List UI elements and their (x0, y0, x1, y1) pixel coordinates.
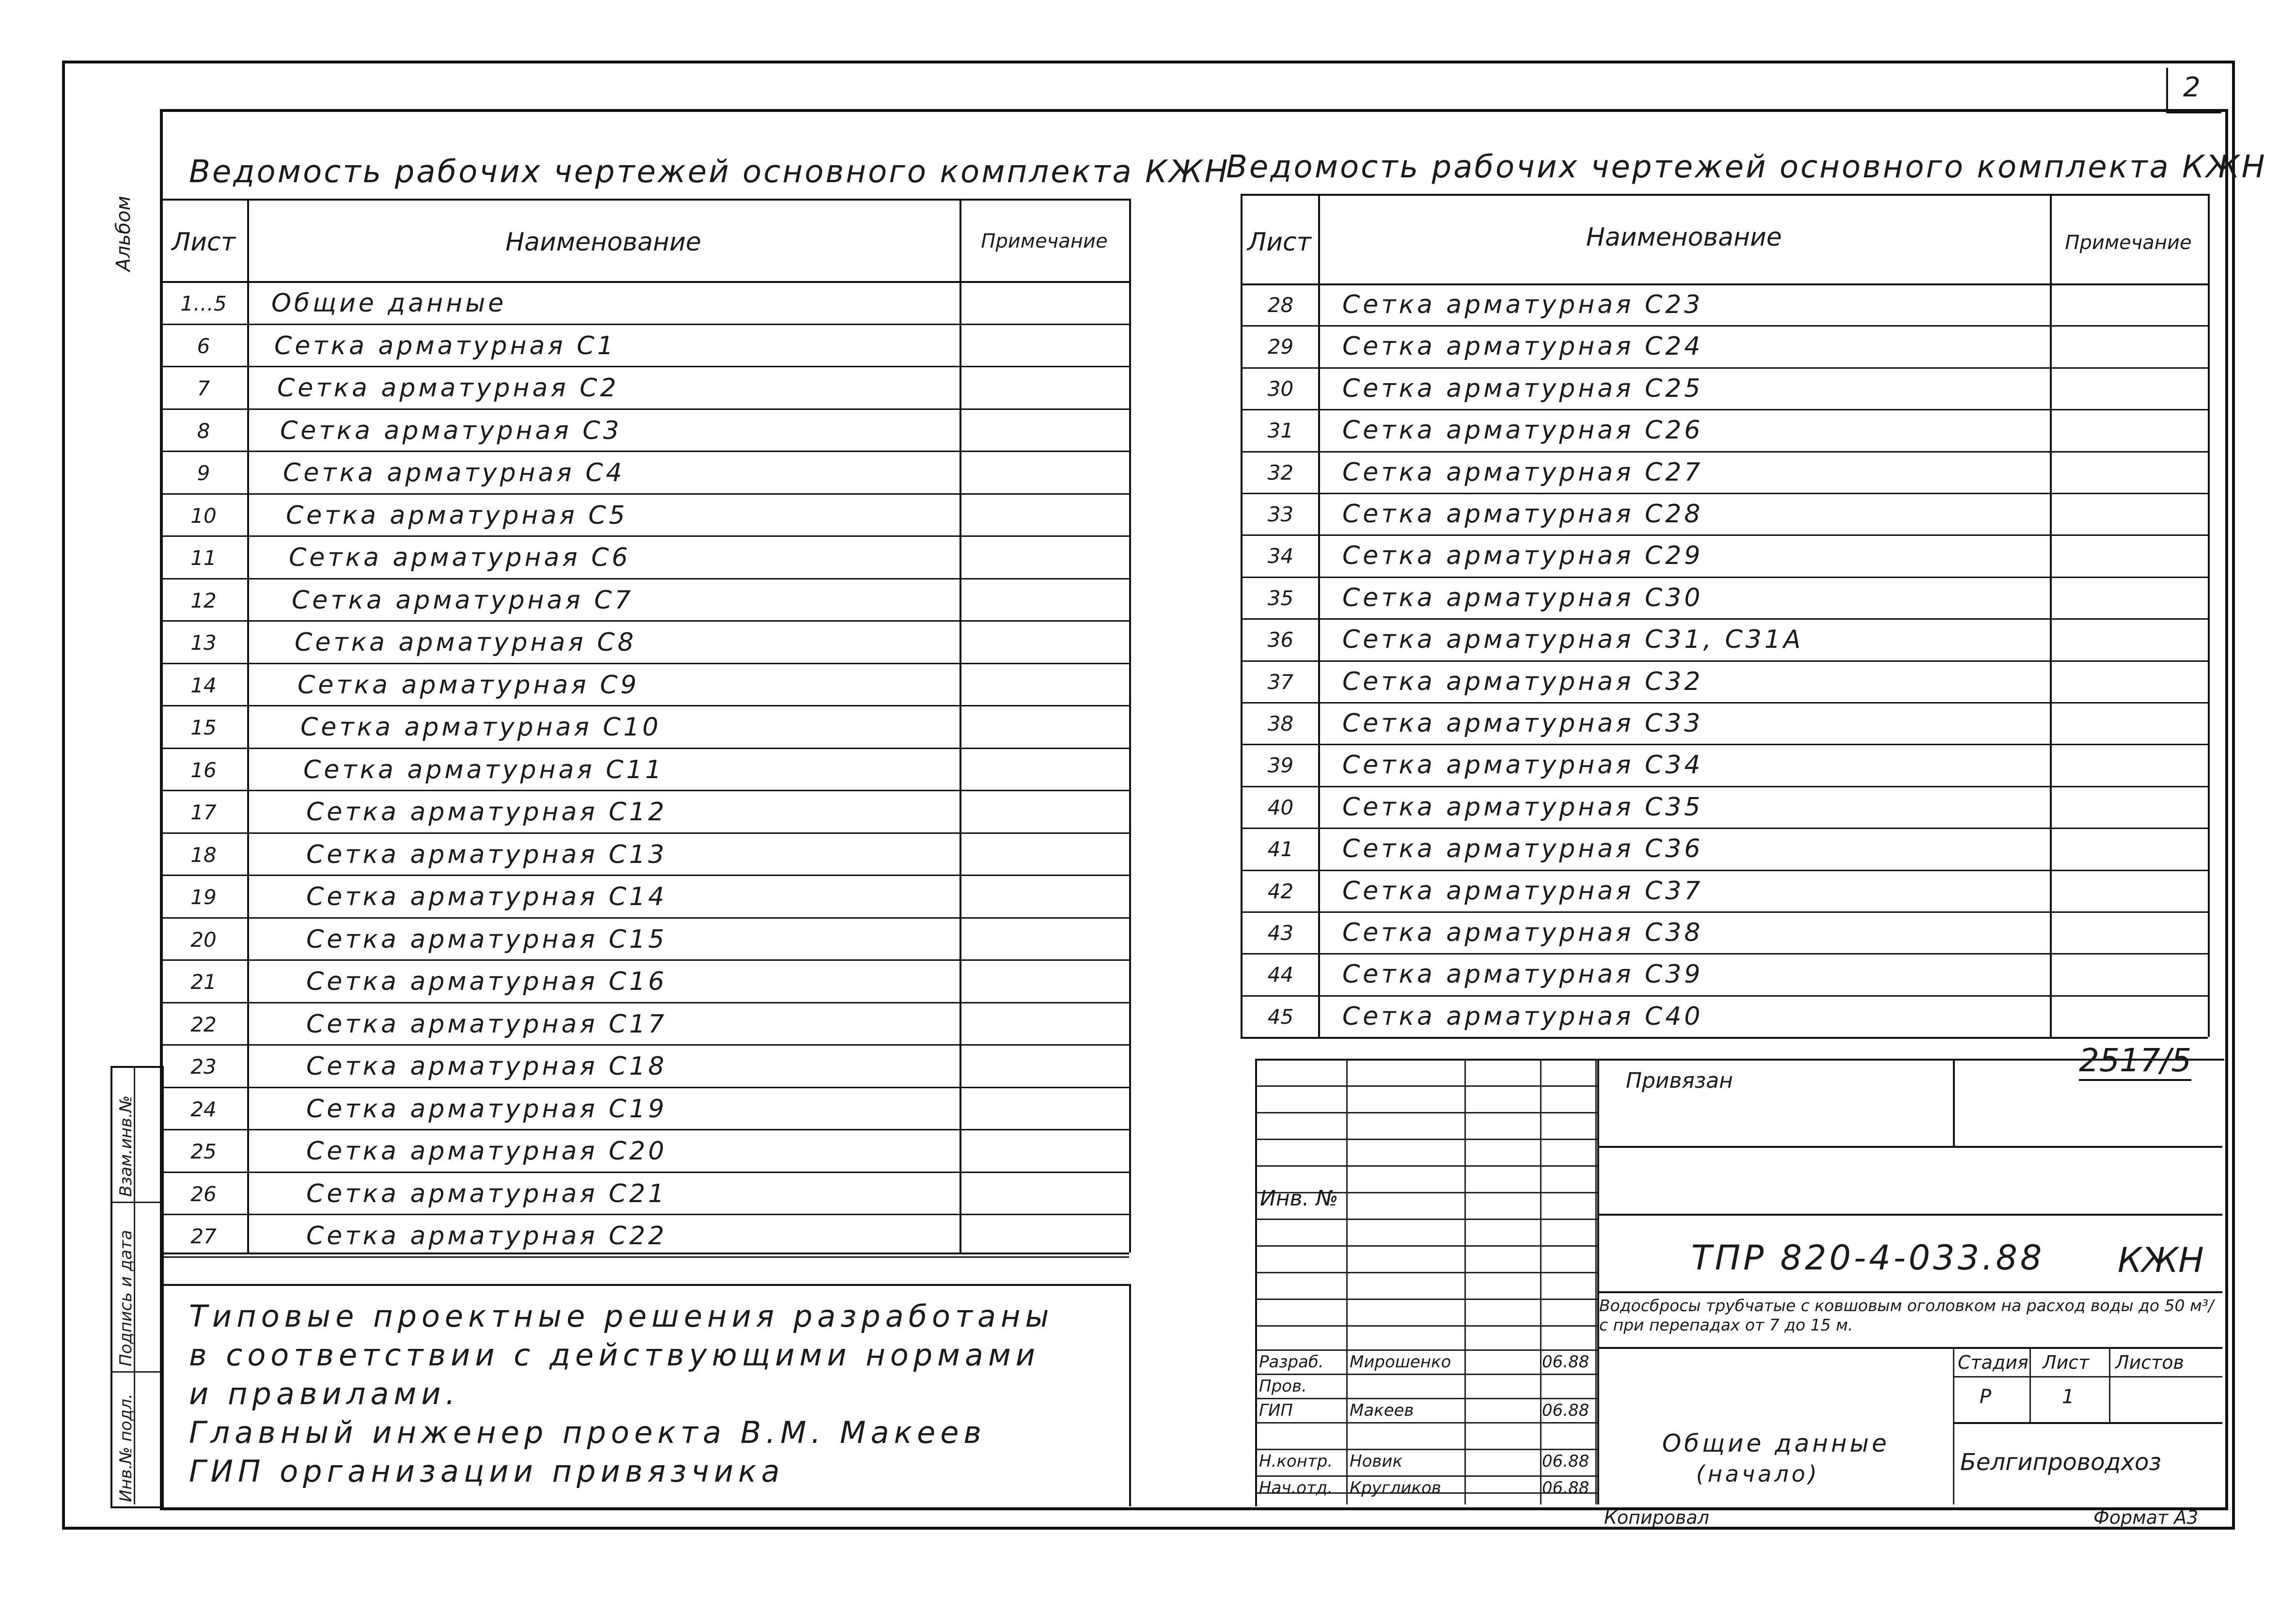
right-header-sheet: Лист (1247, 228, 1311, 257)
left-row-line (160, 578, 1129, 579)
left-row-line (160, 408, 1129, 410)
right-header-note: Примечание (2065, 232, 2192, 254)
table-row-name: Сетка арматурная С34 (1342, 751, 1703, 780)
table-row-name: Сетка арматурная С26 (1342, 416, 1703, 445)
table-row-name: Сетка арматурная С35 (1342, 792, 1703, 822)
stage-sep-2 (2109, 1347, 2110, 1422)
table-row-name: Сетка арматурная С28 (1342, 500, 1703, 529)
table-row-sheet: 42 (1267, 879, 1294, 903)
right-row-line (1241, 325, 2208, 327)
table-row-name: Сетка арматурная С31, С31А (1342, 625, 1804, 655)
table-row-name: Сетка арматурная С14 (306, 882, 667, 911)
tb-grid-line (1255, 1272, 1597, 1273)
privyazan-sep (1953, 1059, 1955, 1146)
right-row-line (1241, 451, 2208, 453)
table-row-name: Сетка арматурная С4 (283, 458, 625, 487)
right-row-line (1241, 493, 2208, 494)
table-row-sheet: 14 (190, 673, 217, 697)
table-row-name: Сетка арматурная С3 (280, 416, 622, 445)
left-row-line (160, 1256, 1129, 1258)
right-row-line (1241, 409, 2208, 410)
table-row-sheet: 17 (190, 800, 217, 824)
side-album-label: Альбом (112, 196, 135, 271)
table-row-sheet: 19 (190, 885, 217, 909)
right-row-line (1241, 995, 2208, 997)
privyazan-bottom (1597, 1146, 2222, 1148)
table-row-name: Сетка арматурная С22 (306, 1221, 667, 1251)
left-header-note: Примечание (981, 230, 1108, 252)
stage-sep-0 (1953, 1347, 1954, 1504)
table-row-name: Сетка арматурная С37 (1342, 876, 1703, 906)
table-row-name: Сетка арматурная С25 (1342, 374, 1703, 403)
left-table-top (160, 199, 1129, 201)
right-header-name: Наименование (1586, 223, 1782, 252)
table-row-name: Сетка арматурная С16 (306, 967, 667, 996)
side-stamp-row-line (110, 1371, 160, 1373)
table-row-sheet: 21 (190, 970, 217, 994)
sheet-title-1: Общие данные (1662, 1429, 1890, 1457)
table-row-name: Сетка арматурная С39 (1342, 960, 1703, 989)
table-row-sheet: 38 (1267, 712, 1294, 736)
left-row-line (160, 832, 1129, 834)
tb-grid-line (1255, 1422, 1597, 1424)
code-row-top (1597, 1214, 2222, 1216)
table-row-name: Сетка арматурная С17 (306, 1009, 667, 1039)
stage-value: Р (1980, 1386, 1992, 1408)
table-row-name: Сетка арматурная С36 (1342, 834, 1703, 864)
table-row-sheet: 25 (190, 1140, 217, 1163)
table-row-sheet: 7 (197, 376, 210, 400)
right-table-left (1241, 194, 1242, 1037)
left-header-bottom (160, 281, 1129, 283)
table-row-sheet: 22 (190, 1012, 217, 1036)
signer-name: Мирошенко (1350, 1352, 1451, 1372)
note-line-1: Типовые проектные решения разработаны (189, 1299, 1054, 1334)
stage-label: Стадия (1958, 1352, 2029, 1373)
table-row-sheet: 30 (1267, 376, 1294, 401)
tb-grid-line (1255, 1165, 1597, 1167)
left-table-title: Ведомость рабочих чертежей основного комплекта КЖН (189, 154, 1230, 190)
table-row-sheet: 45 (1267, 1004, 1294, 1029)
organization: Белгипроводхоз (1960, 1449, 2161, 1476)
table-row-sheet: 13 (190, 631, 217, 655)
right-row-line (1241, 828, 2208, 829)
right-col-sep-1 (1318, 194, 1320, 1037)
description-bottom (1597, 1347, 2222, 1349)
code-row-bottom (1597, 1291, 2222, 1293)
left-row-line (160, 1172, 1129, 1173)
right-table-title: Ведомость рабочих чертежей основного комплекта КЖН (1226, 149, 2267, 185)
left-row-line (160, 1002, 1129, 1003)
signer-date: 06.88 (1542, 1478, 1589, 1498)
right-col-sep-2 (2050, 194, 2052, 1037)
description-text: Водосбросы трубчатые с ковшовым оголовком на расход воды до 50 м³/с при перепадах от 7 до 15 м. (1599, 1296, 2214, 1334)
sheet-label: Лист (2043, 1352, 2090, 1373)
tb-grid-line (1255, 1374, 1597, 1375)
left-row-line (160, 1214, 1129, 1215)
left-col-sep-2 (959, 199, 961, 1252)
signer-name: Кругликов (1350, 1478, 1441, 1498)
code-text: ТПР 820-4-033.88 (1691, 1238, 2045, 1278)
table-row-name: Сетка арматурная С8 (295, 628, 637, 657)
side-stamp-label-vzam: Взам.инв.№ (116, 1095, 136, 1197)
tb-grid-line (1255, 1349, 1597, 1351)
table-row-sheet: 32 (1267, 460, 1294, 485)
inv-no-label: Инв. № (1260, 1186, 1338, 1211)
table-row-name: Сетка арматурная С21 (306, 1179, 667, 1208)
table-row-name: Сетка арматурная С27 (1342, 457, 1703, 487)
table-row-name: Сетка арматурная С20 (306, 1137, 667, 1166)
left-row-line (160, 451, 1129, 452)
table-row-sheet: 40 (1267, 795, 1294, 819)
table-row-name: Сетка арматурная С29 (1342, 541, 1703, 571)
table-row-name: Сетка арматурная С33 (1342, 709, 1703, 738)
tb-grid-line (1255, 1112, 1597, 1113)
signer-name: Макеев (1350, 1401, 1414, 1420)
table-row-name: Сетка арматурная С40 (1342, 1002, 1703, 1031)
table-row-name: Сетка арматурная С32 (1342, 667, 1703, 696)
table-row-sheet: 37 (1267, 670, 1294, 694)
tb-grid-line (1255, 1139, 1597, 1140)
tb-col-3 (1540, 1059, 1541, 1504)
right-row-line (1241, 953, 2208, 955)
table-row-sheet: 11 (190, 546, 217, 570)
right-header-bottom (1241, 283, 2208, 285)
left-row-line (160, 535, 1129, 537)
table-row-sheet: 27 (190, 1224, 217, 1248)
table-row-sheet: 44 (1267, 963, 1294, 987)
project-number: 2517/5 (2079, 1042, 2191, 1081)
table-row-name: Сетка арматурная С6 (289, 543, 631, 572)
table-row-name: Сетка арматурная С12 (306, 798, 667, 827)
table-row-sheet: 39 (1267, 753, 1294, 778)
tb-grid-line (1255, 1299, 1597, 1300)
tb-grid-line (1255, 1245, 1597, 1247)
table-row-sheet: 16 (190, 758, 217, 782)
table-row-sheet: 28 (1267, 293, 1294, 317)
tb-col-4 (1595, 1059, 1597, 1504)
left-row-line (160, 493, 1129, 495)
note-line-3: и правилами. (189, 1376, 460, 1411)
tb-grid-line (1255, 1219, 1597, 1220)
table-row-name: Сетка арматурная С30 (1342, 583, 1703, 612)
table-row-sheet: 29 (1267, 335, 1294, 359)
table-row-name: Сетка арматурная С11 (303, 755, 664, 784)
table-row-sheet: 12 (190, 588, 217, 612)
side-stamp-label-inv: Инв.№ подл. (116, 1393, 136, 1502)
table-row-name: Сетка арматурная С10 (300, 713, 661, 742)
right-row-line (1241, 577, 2208, 578)
side-stamp-row-line (110, 1202, 160, 1203)
table-row-sheet: 15 (190, 716, 217, 739)
stage-bottom (1953, 1422, 2222, 1424)
right-row-line (1241, 744, 2208, 745)
right-row-line (1241, 367, 2208, 369)
signer-role: ГИП (1259, 1401, 1293, 1420)
tb-grid-line (1255, 1325, 1597, 1327)
left-table-bottom (160, 1252, 1129, 1254)
table-row-name: Сетка арматурная С38 (1342, 918, 1703, 947)
privyazan-label: Привязан (1626, 1068, 1733, 1093)
left-col-sep-1 (247, 199, 249, 1252)
sheet-value: 1 (2062, 1386, 2075, 1408)
tb-col-1 (1346, 1059, 1348, 1504)
table-row-name: Сетка арматурная С24 (1342, 332, 1703, 361)
tb-grid-line (1255, 1398, 1597, 1399)
stage-header-line (1953, 1376, 2222, 1377)
table-row-sheet: 36 (1267, 628, 1294, 652)
right-row-line (1241, 618, 2208, 620)
left-header-name: Наименование (505, 228, 702, 257)
table-row-sheet: 33 (1267, 502, 1294, 526)
sheet-number: 2 (2183, 72, 2201, 103)
table-row-name: Сетка арматурная С23 (1342, 290, 1703, 319)
stage-sep-1 (2029, 1347, 2031, 1422)
signer-role: Нач.отд. (1259, 1478, 1333, 1498)
table-row-sheet: 8 (197, 419, 210, 443)
copied-label: Копировал (1604, 1507, 1710, 1528)
tb-grid-line (1255, 1475, 1597, 1477)
table-row-name: Сетка арматурная С9 (298, 670, 640, 700)
sheet-title-2: (начало) (1696, 1461, 1820, 1487)
left-row-line (160, 620, 1129, 622)
table-row-sheet: 23 (190, 1055, 217, 1079)
right-row-line (1241, 702, 2208, 704)
table-row-sheet: 24 (190, 1097, 217, 1121)
signer-date: 06.88 (1542, 1352, 1589, 1372)
note-line-4: Главный инженер проекта В.М. Макеев (189, 1415, 986, 1450)
table-row-sheet: 34 (1267, 544, 1294, 568)
right-row-line (1241, 870, 2208, 871)
table-row-sheet: 6 (197, 334, 210, 358)
table-row-sheet: 18 (190, 843, 217, 867)
table-row-sheet: 41 (1267, 837, 1294, 861)
signer-role: Пров. (1259, 1377, 1307, 1396)
left-row-line (160, 790, 1129, 791)
table-row-name: Сетка арматурная С7 (292, 585, 634, 615)
table-row-sheet: 10 (190, 503, 217, 528)
right-table-bottom (1241, 1037, 2208, 1039)
table-row-name: Сетка арматурная С2 (277, 374, 619, 403)
table-row-name: Сетка арматурная С18 (306, 1052, 667, 1081)
right-table-right (2208, 194, 2210, 1037)
table-row-sheet: 31 (1267, 419, 1294, 443)
left-table-right (1129, 199, 1131, 1252)
table-row-name: Сетка арматурная С15 (306, 924, 667, 954)
signer-date: 06.88 (1542, 1401, 1589, 1420)
sheets-label: Листов (2115, 1352, 2184, 1373)
mark-text: КЖН (2118, 1240, 2204, 1280)
left-row-line (160, 1044, 1129, 1046)
table-row-sheet: 43 (1267, 921, 1294, 945)
tb-col-2 (1464, 1059, 1466, 1504)
right-table-top (1241, 194, 2208, 196)
table-row-name: Сетка арматурная С19 (306, 1094, 667, 1124)
signer-role: Разраб. (1259, 1352, 1324, 1372)
left-row-line (160, 705, 1129, 706)
table-row-sheet: 20 (190, 927, 217, 952)
signer-role: Н.контр. (1259, 1452, 1333, 1471)
table-row-name: Общие данные (271, 289, 507, 318)
table-row-name: Сетка арматурная С1 (274, 331, 616, 360)
table-row-sheet: 9 (197, 461, 210, 485)
note-line-5: ГИП организации привязчика (189, 1454, 785, 1489)
left-header-sheet: Лист (172, 228, 236, 257)
left-row-line (160, 917, 1129, 919)
tb-grid-line (1255, 1085, 1597, 1087)
table-row-sheet: 35 (1267, 586, 1294, 610)
left-row-line (160, 324, 1129, 325)
left-row-line (160, 748, 1129, 749)
left-row-line (160, 663, 1129, 664)
right-row-line (1241, 660, 2208, 662)
table-row-name: Сетка арматурная С5 (286, 501, 628, 530)
table-row-sheet: 1…5 (180, 292, 227, 315)
format-label: Формат А3 (2093, 1507, 2199, 1528)
signer-name: Новик (1350, 1452, 1403, 1471)
tb-main-sep (1597, 1059, 1599, 1504)
side-stamp-label-sign: Подпись и дата (116, 1230, 136, 1366)
left-row-line (160, 1129, 1129, 1130)
note-line-2: в соответствии с действующими нормами (189, 1337, 1040, 1373)
tb-grid-line (1255, 1449, 1597, 1450)
right-row-line (1241, 786, 2208, 787)
signer-date: 06.88 (1542, 1452, 1589, 1471)
left-row-line (160, 366, 1129, 367)
left-row-line (160, 959, 1129, 961)
right-row-line (1241, 911, 2208, 913)
table-row-name: Сетка арматурная С13 (306, 840, 667, 869)
left-row-line (160, 875, 1129, 876)
table-row-sheet: 26 (190, 1182, 217, 1206)
left-row-line (160, 1087, 1129, 1088)
right-row-line (1241, 534, 2208, 536)
